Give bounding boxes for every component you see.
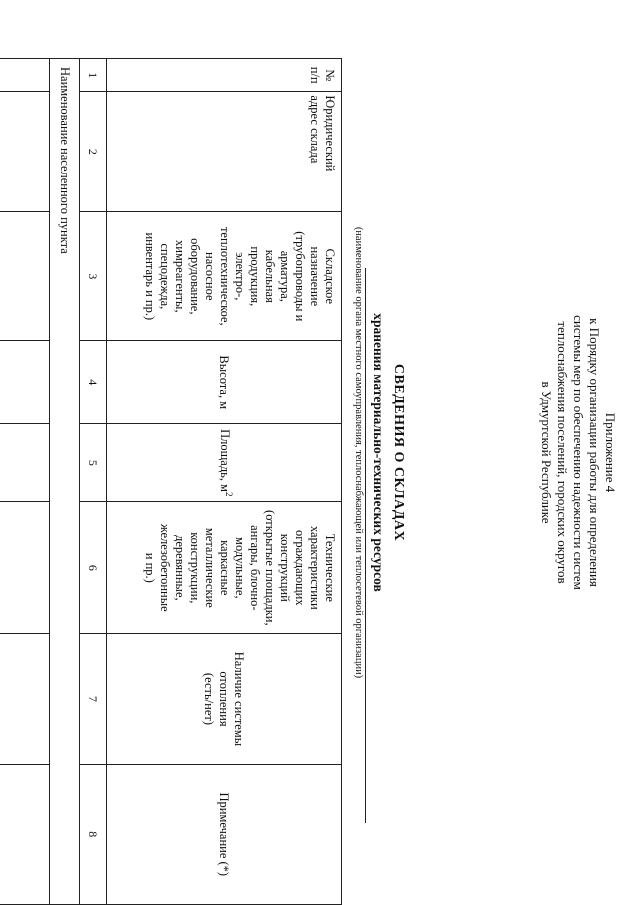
table-cell xyxy=(0,634,50,764)
table-cell xyxy=(0,502,50,634)
header-note: Примечание (*) xyxy=(107,764,342,904)
header-number: № п/п xyxy=(107,59,342,92)
column-number: 4 xyxy=(80,341,107,424)
location-row xyxy=(50,59,80,905)
table-cell xyxy=(0,424,50,502)
header-legal-address: Юридический адрес склада xyxy=(107,92,342,212)
header-height: Высота, м xyxy=(107,341,342,424)
organization-caption: (наименование органа местного самоуправления, теплоснабжающей или теплосетевой организации) xyxy=(353,226,364,679)
appendix-block xyxy=(538,0,618,905)
appendix-line-5: в Удмуртской Республике xyxy=(539,381,554,524)
table-cell xyxy=(0,341,50,424)
header-area: Площадь, $м^2$ xyxy=(107,424,342,502)
column-number: 1 xyxy=(80,59,107,92)
table-cell xyxy=(0,92,50,212)
document-subtitle: хранения материально-технических ресурсов xyxy=(371,313,386,592)
appendix-line-1: Приложение 4 xyxy=(603,412,618,493)
header-warehouse-purpose: Складское назначение (трубопроводы и арматура, кабельная продукция, электро-, теплотехническое, насосное оборудование, химреагенты, спецодежда, инвентарь и пр.) xyxy=(107,212,342,341)
column-number: 2 xyxy=(80,92,107,212)
column-number: 8 xyxy=(80,764,107,904)
column-number-row xyxy=(80,59,107,905)
settlement-name-cell: Наименование населенного пункта xyxy=(50,59,80,905)
table-cell xyxy=(0,212,50,341)
appendix-line-3: системы мер по обеспечению надежности систем xyxy=(571,315,586,590)
column-number: 6 xyxy=(80,502,107,634)
table-cell xyxy=(0,59,50,92)
header-heating-system: Наличие системы отопления (есть/нет) xyxy=(107,634,342,764)
column-number: 5 xyxy=(80,424,107,502)
header-row xyxy=(107,59,342,905)
document-title: СВЕДЕНИЯ О СКЛАДАХ xyxy=(391,363,406,542)
table-row xyxy=(0,59,50,905)
column-number: 7 xyxy=(80,634,107,764)
column-number: 3 xyxy=(80,212,107,341)
table-cell xyxy=(0,764,50,904)
organization-name-line xyxy=(365,268,366,823)
appendix-line-2: к Порядку организации работы для определения xyxy=(587,318,602,587)
header-technical-characteristics: Технические характеристики ограждающих конструкций (открытые площадки, ангары, блочно- модульные, каркасные металлические конструкции, деревянные, железобетонные и пр.) xyxy=(107,502,342,634)
appendix-line-4: теплоснабжения поселений, городских округов xyxy=(555,321,570,584)
warehouses-table xyxy=(0,58,342,905)
